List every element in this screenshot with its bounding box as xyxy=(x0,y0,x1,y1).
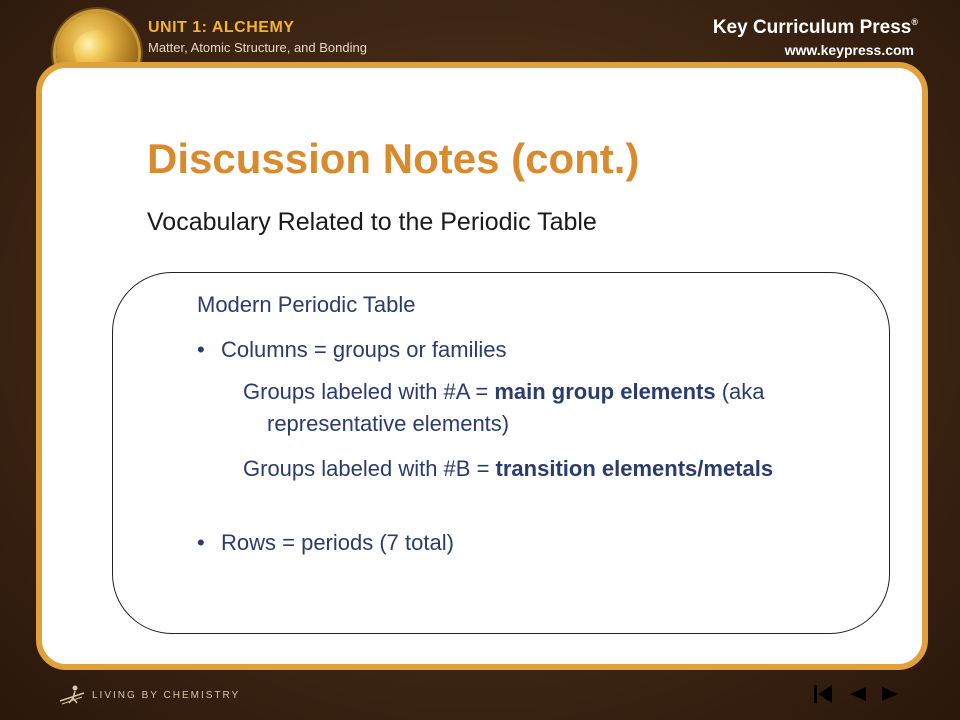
bullet-item-columns xyxy=(197,337,507,363)
bullet-dot: • xyxy=(197,530,205,555)
first-slide-icon[interactable] xyxy=(812,683,834,705)
website-url: www.keypress.com xyxy=(784,42,914,58)
unit-title: UNIT 1: ALCHEMY xyxy=(148,19,295,36)
sub-item-rest: (aka representative elements) xyxy=(267,379,765,436)
previous-slide-icon[interactable] xyxy=(848,683,868,705)
bullet-text: Columns = groups or families xyxy=(221,337,507,362)
content-heading: Modern Periodic Table xyxy=(197,292,416,317)
bullet-item-rows xyxy=(197,530,454,556)
footer-brand: LIVING BY CHEMISTRY xyxy=(92,690,241,701)
living-by-chemistry-logo-icon xyxy=(58,683,86,707)
sub-item-group-b xyxy=(243,453,863,485)
bullet-dot: • xyxy=(197,337,205,362)
publisher-label: Key Curriculum Press xyxy=(712,17,912,38)
sub-item-text: Groups labeled with #A = xyxy=(243,379,495,404)
bullet-text: Rows = periods (7 total) xyxy=(221,530,454,555)
publisher-name xyxy=(713,17,918,39)
slide-subtitle: Vocabulary Related to the Periodic Table xyxy=(147,208,597,236)
sub-item-bold: main group elements xyxy=(494,379,716,404)
sub-item-text: Groups labeled with #B = xyxy=(243,456,496,481)
slide-title: Discussion Notes (cont.) xyxy=(147,135,640,182)
sub-item-bold: transition elements/metals xyxy=(495,456,774,481)
sub-item-group-a xyxy=(243,376,863,440)
registered-mark: ® xyxy=(911,17,918,27)
next-slide-icon[interactable] xyxy=(880,683,900,705)
unit-subtitle: Matter, Atomic Structure, and Bonding xyxy=(148,40,367,55)
